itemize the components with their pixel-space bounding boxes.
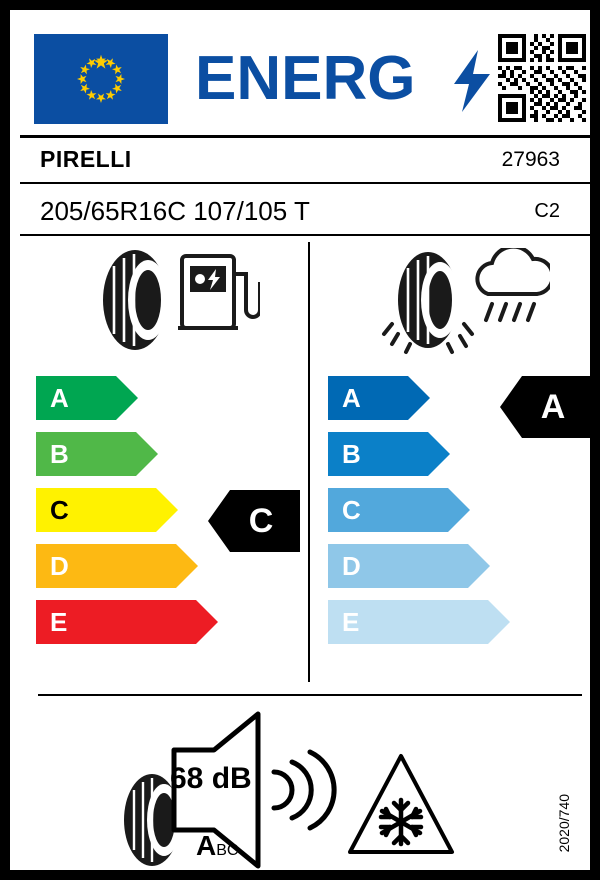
- grade-arrow: [468, 544, 490, 588]
- qr-code-icon: [498, 34, 586, 122]
- grade-letter: A: [50, 383, 69, 413]
- tyre-splash-icon: [384, 252, 472, 352]
- noise-class-rest: BC: [216, 842, 239, 859]
- grade-arrow: [116, 376, 138, 420]
- brand-divider: [20, 182, 600, 184]
- brand-name: PIRELLI: [40, 146, 132, 172]
- fuel-pump-icon: [178, 256, 260, 328]
- grade-letter: D: [50, 551, 69, 581]
- grade-letter: E: [342, 607, 360, 637]
- noise-db-value: 68 dB: [170, 762, 252, 795]
- noise-class-current: A: [196, 830, 217, 861]
- grade-arrow: [408, 376, 430, 420]
- page-title: ENERG: [195, 44, 416, 113]
- label-header: [20, 20, 600, 135]
- fuel-efficiency-pictogram: [90, 248, 260, 358]
- rain-cloud-icon: [477, 248, 550, 320]
- tyre-size: 205/65R16C 107/105 T: [40, 196, 310, 226]
- eu-flag-icon: [34, 34, 168, 124]
- lightning-bolt-icon: [452, 50, 492, 112]
- fuel-result-badge: [208, 490, 294, 552]
- wet-result-badge: [500, 376, 586, 438]
- grade-letter: D: [342, 551, 361, 581]
- column-divider: [308, 242, 310, 682]
- noise-class: [196, 830, 238, 862]
- wet-grip-pictogram: [380, 248, 550, 358]
- grade-bar: [36, 376, 116, 420]
- grade-arrow: [156, 488, 178, 532]
- fuel-result-letter: C: [248, 502, 274, 540]
- regulation-code: 2020/740: [556, 793, 572, 852]
- grade-letter: E: [50, 607, 68, 637]
- size-divider: [20, 234, 600, 236]
- grade-arrow: [428, 432, 450, 476]
- header-divider: [20, 135, 600, 138]
- grade-arrow: [488, 600, 510, 644]
- wet-result-letter: A: [540, 388, 566, 426]
- snowflake-mountain-icon: [346, 752, 456, 862]
- tyre-icon: [103, 250, 168, 350]
- grade-letter: C: [342, 495, 361, 525]
- grade-letter: B: [50, 439, 69, 469]
- grade-arrow: [196, 600, 218, 644]
- sound-waves-icon: [274, 752, 334, 828]
- grade-letter: B: [342, 439, 361, 469]
- grade-letter: A: [342, 383, 361, 413]
- label-code: 27963: [501, 148, 560, 171]
- grade-letter: C: [50, 495, 69, 525]
- grade-arrow: [448, 488, 470, 532]
- grade-bar: [328, 376, 408, 420]
- grade-arrow: [136, 432, 158, 476]
- grade-arrow: [176, 544, 198, 588]
- bottom-divider: [38, 694, 582, 696]
- tyre-class: C2: [534, 200, 560, 222]
